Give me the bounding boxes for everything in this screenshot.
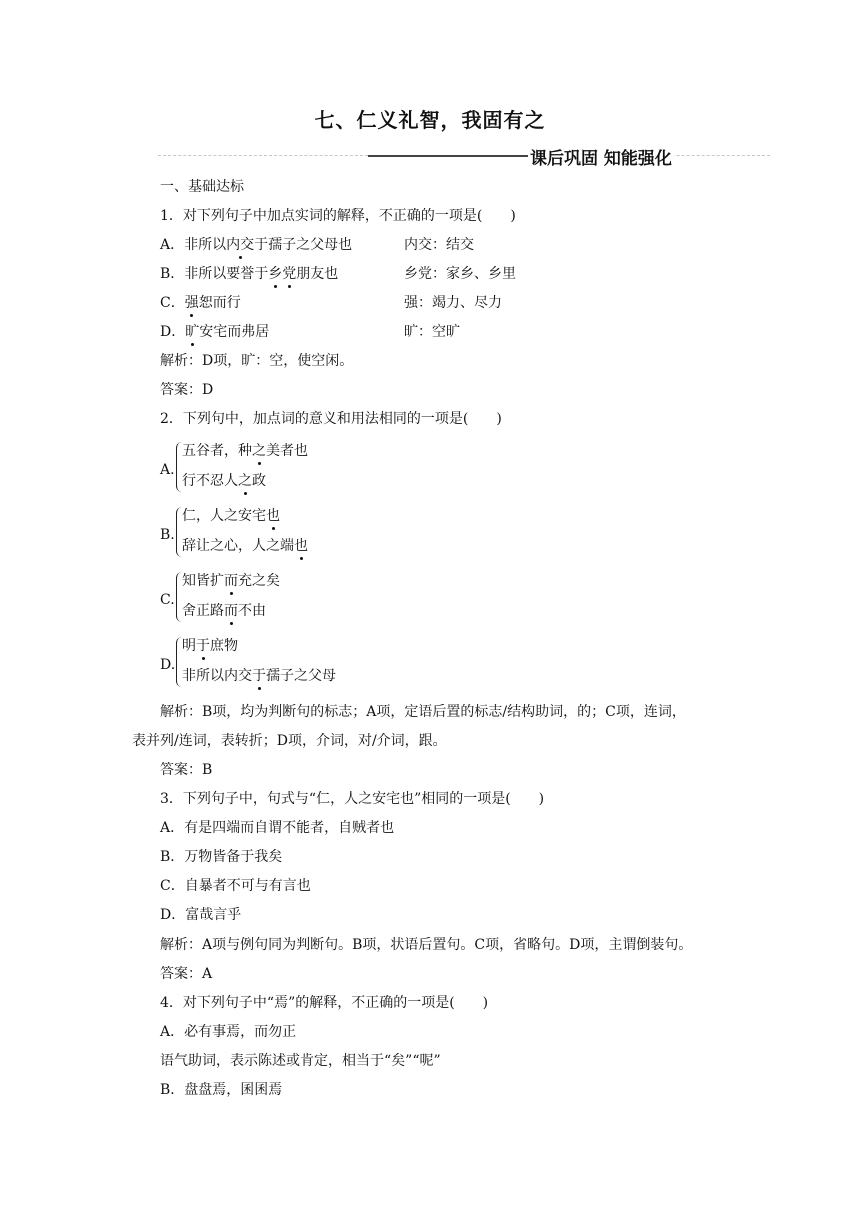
q1-d-text: D． xyxy=(160,324,186,340)
q4-stem: 4．对下列句子中“焉”的解释，不正确的一项是( ) xyxy=(160,995,489,1011)
q2-group-d-line1: 明于庶物 xyxy=(182,638,238,654)
q1-option-d xyxy=(160,323,269,341)
q1-answer: 答案：D xyxy=(160,382,214,398)
q2-group-d-line2: 非所以内交于孺子之父母 xyxy=(182,668,336,684)
q1-b-text: B．非所以要誉于 xyxy=(160,266,269,282)
q3-analysis: 解析：A项与例句同为判断句。B项，状语后置句。C项，省略句。D项，主谓倒装句。 xyxy=(160,937,693,953)
q3-option-a: A．有是四端而自谓不能者，自贼者也 xyxy=(160,820,395,836)
banner-solid-rule-left xyxy=(368,155,528,157)
page-title: 七、仁义礼智，我固有之 xyxy=(314,108,546,132)
q2-group-b-line2: 辞让之心，人之端也 xyxy=(182,538,308,554)
q1-a-gloss: 内交：结交 xyxy=(404,237,474,253)
section-banner xyxy=(158,144,770,170)
q2-group-a-label: A. xyxy=(160,462,175,478)
q1-analysis: 解析：D项，旷：空，使空闲。 xyxy=(160,353,354,369)
q2-group-d-label: D. xyxy=(160,657,176,673)
q3-answer: 答案：A xyxy=(160,966,213,982)
q2-analysis-line2: 表并列/连词，表转折；D项，介词，对/介词，跟。 xyxy=(132,733,447,749)
q2-stem: 2．下列句中，加点词的意义和用法相同的一项是( ) xyxy=(160,411,502,427)
q2-answer: 答案：B xyxy=(160,762,213,778)
q1-a-dotted-word: 内交 xyxy=(226,237,255,253)
q1-d-text-rest: 安宅而弗居 xyxy=(199,324,270,340)
q1-d-gloss: 旷：空旷 xyxy=(404,324,460,340)
q2-analysis-line1: 解析：B项，均为判断句的标志；A项，定语后置的标志/结构助词，的；C项，连词， xyxy=(160,704,686,720)
q3-option-d: D．富哉言乎 xyxy=(160,907,242,923)
q2-group-a-line1: 五谷者，种之美者也 xyxy=(182,443,308,459)
q2-group-a-line2: 行不忍人之政 xyxy=(182,473,266,489)
q1-stem: 1．对下列句子中加点实词的解释，不正确的一项是( ) xyxy=(160,208,516,224)
q1-c-gloss: 强：竭力、尽力 xyxy=(404,295,502,311)
q1-option-b xyxy=(160,265,338,283)
q1-b-text-rest: 朋友也 xyxy=(296,266,339,282)
q1-b-dotted-word: 乡党 xyxy=(268,266,297,282)
q4-option-a: A．必有事焉，而勿正 xyxy=(160,1024,297,1040)
q1-c-text: C． xyxy=(160,295,185,311)
q2-group-c-label: C. xyxy=(160,592,175,608)
q4-option-a-gloss: 语气助词，表示陈述或肯定，相当于“矣”“呢” xyxy=(160,1053,441,1069)
q1-option-c xyxy=(160,294,241,312)
q1-c-text-rest: 恕而行 xyxy=(198,295,241,311)
q2-group-b-label: B. xyxy=(160,527,175,543)
q3-option-c: C．自暴者不可与有言也 xyxy=(160,878,311,894)
q3-option-b: B．万物皆备于我矣 xyxy=(160,849,283,865)
q4-option-b: B．盘盘焉，囷囷焉 xyxy=(160,1082,283,1098)
q1-d-dotted-word: 旷 xyxy=(185,324,200,340)
q1-option-a xyxy=(160,236,352,254)
q3-stem: 3．下列句子中，句式与“仁，人之安宅也”相同的一项是( ) xyxy=(160,791,545,807)
q1-c-dotted-word: 强 xyxy=(184,295,199,311)
section-heading: 一、基础达标 xyxy=(160,179,244,195)
q1-b-gloss: 乡党：家乡、乡里 xyxy=(404,266,516,282)
q2-group-b-line1: 仁，人之安宅也 xyxy=(182,508,280,524)
q2-group-c-line2: 舍正路而不由 xyxy=(182,603,266,619)
q1-a-text-rest: 于孺子之父母也 xyxy=(254,237,353,253)
q2-group-c-line1: 知皆扩而充之矣 xyxy=(182,573,280,589)
q1-a-text: A．非所以 xyxy=(160,237,227,253)
banner-text: 课后巩固 知能强化 xyxy=(528,144,674,169)
banner-dotted-rule-left xyxy=(158,155,368,156)
